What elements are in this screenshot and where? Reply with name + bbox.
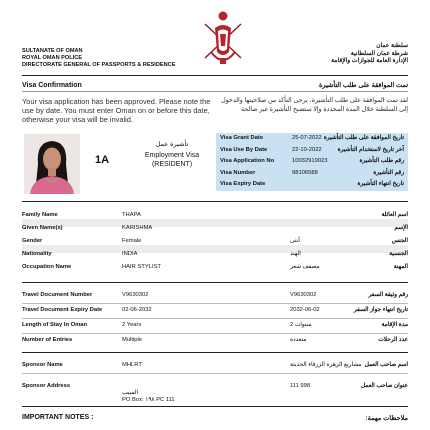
field-label-ar: الإسم	[394, 225, 408, 231]
field-value: INDIA	[122, 251, 138, 257]
field-value: Multiple	[122, 337, 142, 343]
field-label-ar: اسم صاحب العمل	[364, 362, 408, 368]
divider	[22, 201, 408, 202]
important-notes-title: IMPORTANT NOTES :	[22, 414, 94, 421]
divider	[22, 75, 408, 76]
field-label: Occupation Name	[22, 264, 72, 270]
field-label: Family Name	[22, 212, 58, 218]
field-label: Number of Entries	[22, 337, 73, 343]
visa-type	[122, 151, 222, 169]
visa-type-name: Employment Visa	[144, 152, 200, 159]
row-separator	[22, 373, 408, 374]
detail-value: 98106588	[292, 169, 318, 176]
field-value: 02-06-2032	[122, 307, 152, 313]
org-line-ar: الإدارة العامة للجوازات والإقامة	[331, 58, 408, 65]
oman-emblem-icon	[193, 6, 253, 72]
important-notes-title-ar: ملاحظات مهمة:	[365, 415, 408, 422]
row-separator	[22, 333, 408, 334]
detail-label: Visa Grant Date	[220, 135, 264, 141]
row-shade	[22, 245, 408, 253]
visa-detail-row	[216, 145, 408, 157]
address-line: PO Box: ١٩٨ PC 111	[122, 397, 175, 403]
field-label: Travel Document Number	[22, 292, 93, 298]
visa-detail-row	[216, 156, 408, 168]
field-value: MHLRT	[122, 362, 142, 368]
field-value-ar: 2032-06-02	[290, 307, 320, 313]
field-label-ar: اسم العائلة	[381, 212, 408, 218]
detail-value: 25-07-2022	[292, 135, 322, 141]
visa-class: (RESIDENT)	[151, 161, 193, 168]
field-label-ar: المهنة	[393, 264, 408, 270]
visa-type-ar: تأشيرة عمل	[155, 141, 189, 148]
field-value-ar: متعددة	[290, 337, 307, 343]
field-label-ar: الجنس	[391, 238, 408, 244]
field-value: KARISHMA	[122, 225, 153, 231]
address-line: السيب	[122, 390, 138, 396]
field-value-ar: مشاريع الزهرة الزرقاء الحديثة	[290, 362, 362, 368]
field-value: Female	[122, 238, 142, 244]
detail-label-ar: رقم طلب التأشيرة	[359, 158, 404, 165]
detail-label: Visa Use By Date	[220, 146, 268, 153]
field-label: Gender	[22, 238, 43, 244]
detail-label-ar: رقم التأشيرة	[373, 169, 404, 176]
row-separator	[22, 318, 408, 319]
field-label-ar: عدد الرحلات	[378, 337, 408, 343]
field-label: Sponsor Name	[22, 362, 63, 368]
org-line-ar: شرطة عمان السلطانية	[350, 50, 408, 57]
row-separator	[22, 303, 408, 304]
section-title-ar: تمت الموافقة على طلب التأشيرة	[318, 82, 408, 89]
org-name-en	[22, 48, 175, 70]
field-label: Sponsor Address	[22, 383, 71, 389]
field-value-ar: V9630302	[290, 292, 317, 298]
field-value: V9630302	[122, 292, 149, 298]
field-label: Travel Document Expiry Date	[22, 307, 103, 313]
field-value: 2 Years	[122, 322, 142, 328]
visa-detail-row	[216, 168, 408, 180]
section-title: Visa Confirmation	[22, 82, 82, 89]
detail-label: Visa Number	[220, 169, 256, 176]
field-value-ar: أنثى	[290, 238, 300, 244]
field-label: Length of Stay In Oman	[22, 322, 88, 328]
visa-detail-row	[216, 133, 408, 145]
visa-code: 1A	[95, 154, 110, 166]
org-line: DIRECTORATE GENERAL OF PASSPORTS & RESIDENCE	[22, 62, 176, 69]
detail-label: Visa Application No	[220, 158, 275, 165]
detail-value: 22-10-2022	[292, 146, 322, 153]
field-label: Given Name(s)	[22, 225, 63, 231]
field-value-ar: 111 998	[290, 383, 311, 389]
field-value: THAPA	[122, 212, 141, 218]
field-label-ar: مدة الإقامة	[381, 322, 408, 328]
divider	[22, 282, 408, 283]
field-label-ar: الجنسية	[389, 251, 408, 257]
visa-details-panel	[216, 133, 408, 191]
detail-label: Visa Expiry Date	[220, 181, 266, 188]
detail-label-ar: تاريخ الموافقة على طلب التأشيرة	[323, 135, 404, 141]
field-label-ar: عنوان صاحب العمل	[360, 383, 408, 389]
field-label-ar: تاريخ انتهاء جواز السفر	[353, 307, 408, 313]
detail-label-ar: تاريخ انتهاء التأشيرة	[357, 181, 404, 188]
detail-value: 10032919023	[292, 158, 328, 165]
field-value-ar: مصفف شعر	[290, 264, 320, 270]
approval-message-ar: لقد تمت الموافقة على طلب التأشيرة، يرجى التأكد من صلاحيتها والدخول إلى السلطنة خلال المدة المحددة وإلا ستصبح التأشيرة غير صالحة	[221, 97, 408, 113]
field-value-ar: الهند	[290, 251, 301, 257]
divider	[22, 91, 408, 92]
field-label: Nationality	[22, 251, 52, 257]
field-value: HAIR STYLIST	[122, 264, 161, 270]
visa-detail-row	[216, 179, 408, 191]
org-line: SULTANATE OF OMAN	[22, 48, 83, 54]
approval-message: Your visa application has been approved. Please note the use by date. You must enter Oman on or before this date, otherwise your visa will be invalid.	[22, 97, 211, 125]
org-name-ar	[331, 43, 408, 66]
org-line: ROYAL OMAN POLICE	[22, 55, 82, 62]
divider	[22, 406, 408, 407]
org-line-ar: سلطنة عمان	[376, 43, 408, 49]
field-value-ar: 2 سنوات	[290, 322, 312, 328]
row-shade	[22, 219, 408, 227]
detail-label-ar: آخر تاريخ لاستخدام التأشيرة	[337, 146, 404, 153]
applicant-photo	[24, 134, 80, 194]
divider	[22, 352, 408, 353]
field-label-ar: رقم وثيقة السفر	[368, 292, 408, 298]
